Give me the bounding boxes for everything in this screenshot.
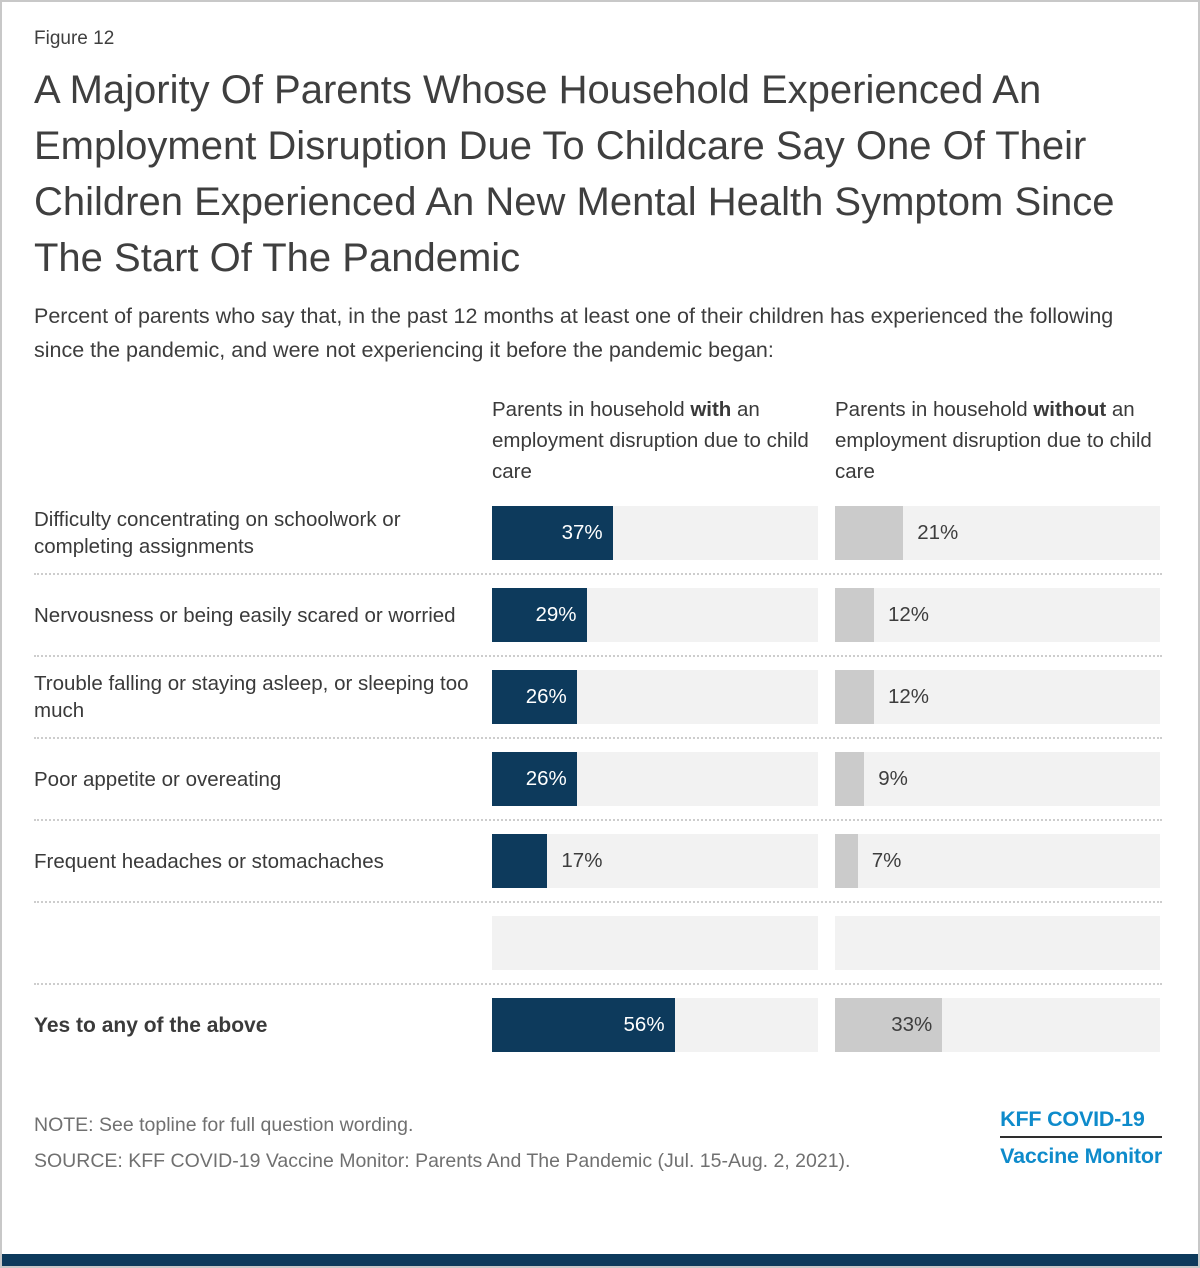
bar-track-with-disruption: [492, 834, 818, 888]
chart-row: [34, 739, 1162, 821]
brand-bottom-bar: [2, 1254, 1198, 1266]
bar-track-with-disruption: [492, 588, 818, 642]
row-label: Nervousness or being easily scared or worried: [34, 603, 456, 627]
bar-track-without-disruption: [835, 752, 1160, 806]
bar-without-disruption: [835, 998, 942, 1052]
bar-track-without-disruption: [835, 506, 1160, 560]
bar-track-with-disruption: [492, 752, 818, 806]
bar-with-disruption: [492, 752, 577, 806]
chart-row: [34, 821, 1162, 903]
bar-track-with-disruption: [492, 506, 818, 560]
chart-row: [34, 493, 1162, 575]
bar-without-disruption: [835, 752, 864, 806]
bar-value-with-disruption: 26%: [525, 685, 567, 708]
figure-footer: [34, 1107, 1162, 1179]
row-label: Trouble falling or staying asleep, or sleeping too much: [34, 672, 469, 722]
bar-track-without-disruption: [835, 998, 1160, 1052]
chart-row: [34, 903, 1162, 985]
chart-row: [34, 985, 1162, 1065]
column-header-with-prefix: Parents in household: [492, 398, 691, 421]
column-header-without-bold: without: [1033, 398, 1107, 421]
bar-without-disruption: [835, 670, 874, 724]
logo-line-1: KFF COVID-19: [1000, 1107, 1145, 1131]
bar-without-disruption: [835, 506, 903, 560]
bar-track-with-disruption: [492, 916, 818, 970]
bar-rows: [34, 493, 1162, 1065]
column-header-with-disruption: [492, 394, 818, 487]
bar-value-without-disruption: 12%: [888, 685, 930, 708]
bar-track-without-disruption: [835, 916, 1160, 970]
column-header-with-bold: with: [690, 398, 732, 421]
figure-label: Figure 12: [34, 28, 115, 49]
chart-title: A Majority Of Parents Whose Household Experienced An Employment Disruption Due To Childcare Say One Of Their Children Experienced An New Mental Health Symptom Since The Start Of The Pandemic: [34, 68, 1115, 280]
logo-line-2: Vaccine Monitor: [1000, 1144, 1162, 1168]
bar-value-without-disruption: 21%: [917, 521, 959, 544]
column-header-with-suffix: an employment disruption due to child care: [492, 398, 809, 483]
bar-value-without-disruption: 7%: [871, 849, 902, 872]
bar-track-with-disruption: [492, 998, 818, 1052]
bar-with-disruption: [492, 998, 675, 1052]
bar-value-with-disruption: 17%: [561, 849, 603, 872]
bar-with-disruption: [492, 506, 613, 560]
bar-value-without-disruption: 33%: [891, 1013, 933, 1036]
column-headers: [34, 394, 1162, 487]
bar-track-without-disruption: [835, 588, 1160, 642]
row-label: Difficulty concentrating on schoolwork or completing assignments: [34, 508, 401, 558]
bar-value-with-disruption: 26%: [525, 767, 567, 790]
row-label: Poor appetite or overeating: [34, 767, 282, 791]
bar-without-disruption: [835, 588, 874, 642]
bar-track-without-disruption: [835, 834, 1160, 888]
bar-value-with-disruption: 29%: [535, 603, 577, 626]
bar-track-with-disruption: [492, 670, 818, 724]
bar-with-disruption: [492, 670, 577, 724]
bar-value-with-disruption: 37%: [561, 521, 603, 544]
chart-row: [34, 575, 1162, 657]
column-header-without-suffix: an employment disruption due to child care: [835, 398, 1152, 483]
column-header-without-prefix: Parents in household: [835, 398, 1034, 421]
footer-notes: [34, 1107, 850, 1179]
chart-row: [34, 657, 1162, 739]
note-text: NOTE: See topline for full question wording.: [34, 1114, 414, 1136]
bar-with-disruption: [492, 834, 547, 888]
kff-vaccine-monitor-logo: [1000, 1107, 1162, 1168]
bar-value-without-disruption: 12%: [888, 603, 930, 626]
bar-value-without-disruption: 9%: [878, 767, 908, 790]
row-label: Frequent headaches or stomachaches: [34, 849, 384, 873]
figure-content: [2, 2, 1198, 1179]
bar-with-disruption: [492, 588, 587, 642]
row-label: Yes to any of the above: [34, 1013, 268, 1037]
bar-value-with-disruption: 56%: [623, 1013, 665, 1036]
source-text: SOURCE: KFF COVID-19 Vaccine Monitor: Parents And The Pandemic (Jul. 15-Aug. 2, 2021).: [34, 1150, 851, 1172]
chart-subtitle: Percent of parents who say that, in the past 12 months at least one of their children has experienced the following since the pandemic, and were not experiencing it before the pandemic began:: [34, 304, 1114, 362]
bar-without-disruption: [835, 834, 858, 888]
bar-track-without-disruption: [835, 670, 1160, 724]
logo-divider: [1000, 1136, 1162, 1138]
column-header-without-disruption: [835, 394, 1160, 487]
